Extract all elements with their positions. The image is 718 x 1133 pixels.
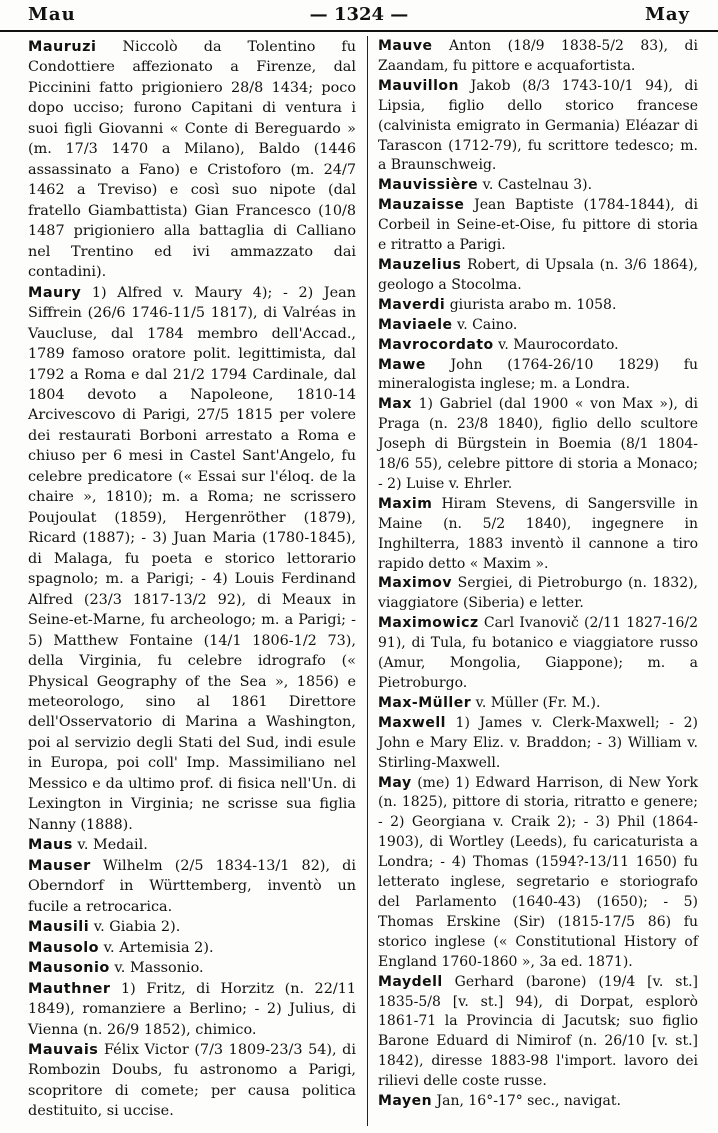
- dictionary-entry: [378, 37, 698, 77]
- entry-text: 1) Alfred v. Maury 4); - 2) Jean Siffrein (26/6 1746-11/5 1817), di Valréas in Vaucluse, dal 1784 membro dell'Accad., 1789 famoso oratore polit. legittimista, dal 1792 a Roma e dal 21/2 1794 Cardinale, dal 1804 devoto a Napoleone, 1810-14 Arcivescovo di Parigi, 27/5 1815 per volere dei restaurati Borboni arrestato a Roma e chiuso per 6 mesi in Castel Sant'Angelo, fu celebre predicatore (« Essai sur l'éloq. de la chaire », 1810); m. a Roma; ne scrissero Poujoulat (1859), Hergenröther (1879), Ricard (1887); - 3) Juan Maria (1780-1845), di Malaga, fu poeta e storico lettorario spagnolo; m. a Parigi; - 4) Louis Ferdinand Alfred (23/3 1817-13/2 92), di Meaux in Seine-et-Marne, fu archeologo; m. a Parigi; - 5) Matthew Fontaine (14/1 1806-1/2 73), della Virginia, fu celebre idrografo (« Physical Geography of the Sea », 1856) e meteorologo, sino al 1861 Direttore dell'Osservatorio di Marina a Washington, poi al servizio degli Stati del Sud, indi esule in Europa, poi coll' Imp. Massimiliano nel Messico e da ultimo prof. di fisica nell'Un. di Lexington in Virginia; ne scrisse sua figlia Nanny (1888).: [28, 284, 356, 833]
- dictionary-entry: [378, 694, 698, 714]
- dictionary-entry: [378, 973, 698, 1092]
- entry-headword: Mawe: [378, 356, 426, 373]
- dictionary-entry: [378, 316, 698, 336]
- entry-text: 1) Fritz, di Horzitz (n. 22/11 1849), romanziere a Berlino; - 2) Julius, di Vienna (n. 26/9 1852), chimico.: [28, 980, 357, 1038]
- page-header: [0, 0, 718, 32]
- entry-text: v. Giabia 2).: [93, 919, 181, 936]
- entry-text: v. Maurocordato.: [498, 336, 619, 353]
- entry-headword: Mausonio: [28, 960, 110, 977]
- entry-text: Jan, 16°-17° sec., navigat.: [436, 1093, 621, 1110]
- entry-headword: Maus: [28, 837, 73, 854]
- dictionary-entry: [378, 574, 698, 614]
- entry-headword: Mauthner: [28, 980, 111, 997]
- entry-headword: Mausolo: [28, 939, 100, 956]
- dictionary-entry: [378, 336, 698, 356]
- entry-text: (me) 1) Edward Harrison, di New York (n. 1825), pittore di storia, ritratto e genere; - 2) Georgiana v. Craik 2); - 3) Phil (1864-1903), di Wortley (Leeds), fu caricaturista a Londra; - 4) Thomas (1594?-13/11 1650) fu letterato inglese, segretario e storiografo del Parlamento (1640-43) (1650); - 5) Thomas Erskine (Sir) (1815-17/5 86) fu storico inglese (« Constitutional History of England 1760-1860 », 3a ed. 1871).: [378, 774, 699, 970]
- dictionary-entry: [378, 714, 698, 774]
- entry-text: v. Castelnau 3).: [482, 177, 593, 194]
- entry-text: Wilhelm (2/5 1834-13/1 82), di Oberndorf in Württemberg, inventò un fucile a retrocarica.: [28, 857, 356, 915]
- entry-headword: Mauzelius: [378, 256, 462, 273]
- entry-text: Jakob (8/3 1743-10/1 94), di Lipsia, figlio dello storico francese (calvinista emigrato in Germania) Eléazar di Tarascon (1712-79), fu scrittore tedesco; m. a Braunschweig.: [378, 77, 699, 174]
- entry-text: Carl Ivanovič (2/11 1827-16/2 91), di Tula, fu botanico e viaggiatore russo (Amur, Mongolia, Giappone); m. a Pietroburgo.: [378, 615, 698, 691]
- entry-headword: Mauvissière: [378, 177, 479, 194]
- dictionary-entry: [378, 1092, 698, 1112]
- dictionary-entry: [378, 296, 698, 316]
- dictionary-entry: [28, 835, 356, 855]
- entry-text: v. Artemisia 2).: [103, 939, 214, 956]
- right-column: [378, 37, 698, 1112]
- entry-headword: Mauvais: [28, 1041, 99, 1058]
- dictionary-entry: [378, 774, 698, 973]
- dictionary-entry: [28, 938, 356, 958]
- entry-headword: Mauvillon: [378, 77, 459, 94]
- dictionary-entry: [28, 283, 356, 836]
- entry-text: John (1764-26/10 1829) fu mineralogista inglese; m. a Londra.: [378, 356, 698, 393]
- entry-text: Félix Victor (7/3 1809-23/3 54), di Rombozin Doubs, fu astronomo a Parigi, scopritore di comete; per causa politica destituito, si uccise.: [28, 1041, 356, 1120]
- column-divider: [367, 36, 368, 1126]
- dictionary-entry: [378, 356, 698, 396]
- left-column: [28, 37, 356, 1122]
- entry-text: v. Müller (Fr. M.).: [475, 694, 601, 711]
- entry-headword: Maximov: [378, 575, 453, 592]
- entry-headword: Maverdi: [378, 296, 446, 313]
- entry-headword: May: [378, 774, 412, 791]
- dictionary-entry: [28, 979, 356, 1040]
- entry-headword: Mauruzi: [28, 39, 97, 55]
- entry-headword: Mausili: [28, 919, 90, 936]
- dictionary-entry: [28, 917, 356, 937]
- entry-headword: Maximowicz: [378, 615, 479, 632]
- entry-headword: Max: [378, 396, 412, 413]
- dictionary-entry: [28, 856, 356, 917]
- dictionary-entry: [378, 614, 698, 694]
- entry-text: 1) James v. Clerk-Maxwell; - 2) John e Mary Eliz. v. Braddon; - 3) William v. Stirling-Maxwell.: [378, 714, 698, 771]
- entry-headword: Maydell: [378, 973, 443, 990]
- dictionary-entry: [28, 1040, 356, 1122]
- dictionary-entry: [378, 176, 698, 196]
- header-left-guide-word: Mau: [28, 4, 76, 25]
- entry-text: Sergiei, di Pietroburgo (n. 1832), viaggiatore (Siberia) e letter.: [378, 575, 699, 612]
- dictionary-entry: [378, 395, 698, 495]
- dictionary-entry: [378, 495, 698, 575]
- entry-text: Jean Baptiste (1784-1844), di Corbeil in Seine-et-Oise, fu pittore di storia e ritratto a Parigi.: [378, 197, 698, 254]
- entry-text: Hiram Stevens, di Sangersville in Maine (n. 5/2 1840), ingegnere in Inghilterra, 1883 inventò il cannone a tiro rapido detto « Maxim ».: [378, 495, 699, 572]
- entry-headword: Maury: [28, 284, 82, 301]
- entry-headword: Maviaele: [378, 316, 453, 333]
- entry-text: Anton (18/9 1838-5/2 83), di Zaandam, fu pittore e acquafortista.: [378, 38, 698, 74]
- entry-text: 1) Gabriel (dal 1900 « von Max »), di Praga (n. 23/8 1840), figlio dello scultore Joseph di Bürgstein in Boemia (8/1 1804-18/6 55), celebre pittore di storia a Monaco; - 2) Luise v. Ehrler.: [378, 396, 699, 492]
- entry-headword: Mauve: [378, 38, 433, 54]
- entry-text: Robert, di Upsala (n. 3/6 1864), geologo a Stocolma.: [378, 256, 699, 293]
- dictionary-entry: [378, 256, 698, 296]
- dictionary-entry: [378, 196, 698, 256]
- dictionary-entry: [28, 958, 356, 978]
- entry-text: giurista arabo m. 1058.: [449, 296, 617, 313]
- entry-headword: Maxim: [378, 495, 433, 512]
- entry-headword: Mauzaisse: [378, 197, 465, 214]
- entry-headword: Mauser: [28, 857, 91, 874]
- page-number: — 1324 —: [309, 4, 409, 25]
- entry-text: v. Massonio.: [114, 960, 204, 977]
- entry-text: Gerhard (barone) (19/4 [v. st.] 1835-5/8 [v. st.] 94), di Dorpat, esplorò 1861-71 la Provincia di Jacutsk; suo figlio Barone Eduard di Nimirof (n. 26/10 [v. st.] 1842), diresse 1883-98 l'import. lavoro dei rilievi delle coste russe.: [378, 973, 698, 1090]
- entry-text: v. Caino.: [457, 316, 518, 333]
- entry-headword: Maxwell: [378, 714, 446, 731]
- entry-text: v. Medail.: [77, 837, 148, 854]
- dictionary-entry: [28, 37, 356, 283]
- header-right-guide-word: May: [644, 4, 690, 25]
- dictionary-entry: [378, 77, 698, 177]
- entry-headword: Max-Müller: [378, 694, 472, 711]
- entry-headword: Mayen: [378, 1093, 433, 1110]
- entry-text: Niccolò da Tolentino fu Condottiere affezionato a Firenze, dal Piccinini fatto prigioniero 28/8 1434; poco dopo ucciso; furono Capitani di ventura i suoi figli Giovanni « Conte di Bereguardo » (m. 17/3 1470 a Milano), Baldo (1446 assassinato a Fano) e Cristoforo (m. 24/7 1462 a Treviso) e così suo nipote (dal fratello Giambattista) Gian Francesco (10/8 1487 prigioniero alla battaglia di Calliano nel Trentino ed ivi ammazzato dai contadini).: [28, 39, 357, 281]
- entry-headword: Mavrocordato: [378, 336, 494, 353]
